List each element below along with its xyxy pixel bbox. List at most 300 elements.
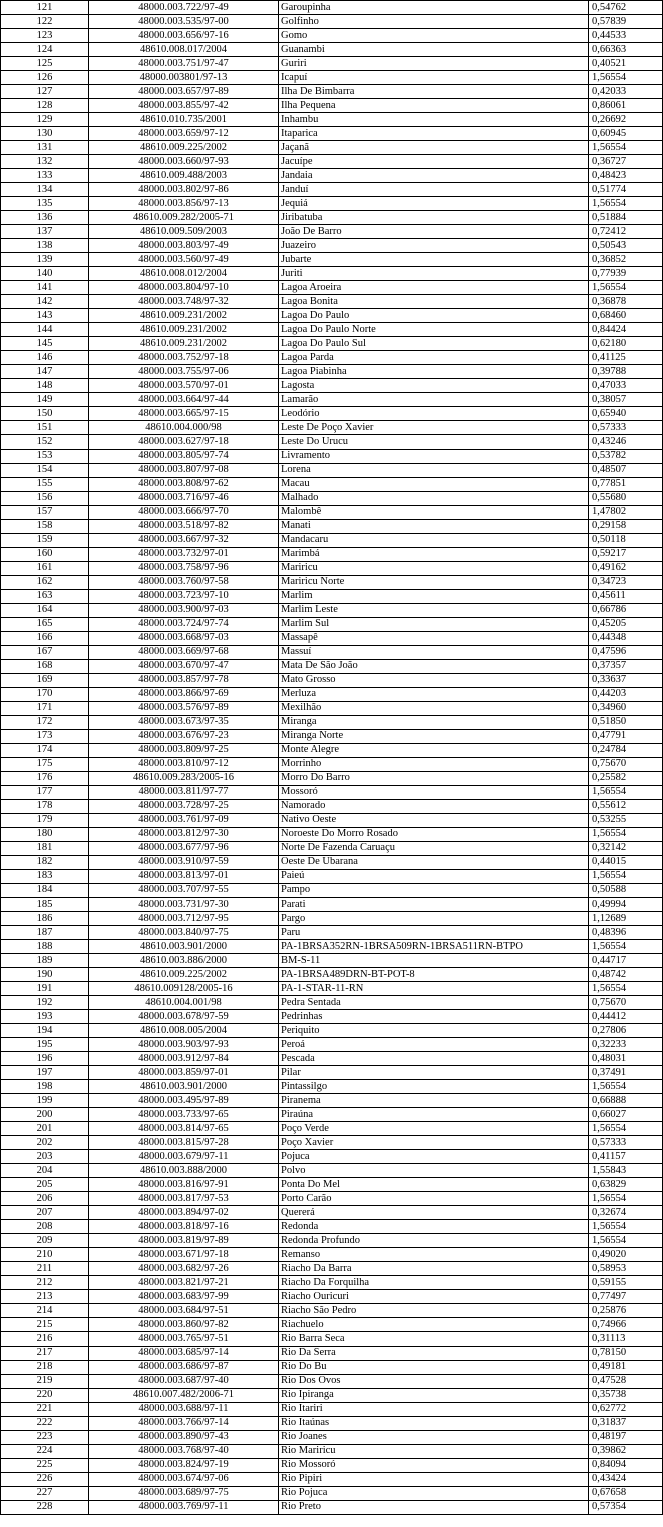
process-number-cell: 48610.007.482/2006-71 bbox=[89, 1388, 279, 1402]
row-number-cell: 144 bbox=[1, 323, 89, 337]
value-cell: 0,41125 bbox=[589, 351, 663, 365]
value-cell: 0,86061 bbox=[589, 99, 663, 113]
row-number-cell: 175 bbox=[1, 757, 89, 771]
field-name-cell: Poço Verde bbox=[279, 1122, 589, 1136]
table-row bbox=[1, 141, 663, 155]
table-row bbox=[1, 421, 663, 435]
row-number-cell: 217 bbox=[1, 1346, 89, 1360]
row-number-cell: 133 bbox=[1, 169, 89, 183]
field-name-cell: Lagoa Bonita bbox=[279, 295, 589, 309]
value-cell: 0,48423 bbox=[589, 169, 663, 183]
field-name-cell: Namorado bbox=[279, 799, 589, 813]
value-cell: 1,56554 bbox=[589, 827, 663, 841]
row-number-cell: 216 bbox=[1, 1332, 89, 1346]
row-number-cell: 132 bbox=[1, 155, 89, 169]
row-number-cell: 214 bbox=[1, 1304, 89, 1318]
process-number-cell: 48000.003.816/97-91 bbox=[89, 1178, 279, 1192]
table-row bbox=[1, 1052, 663, 1066]
row-number-cell: 128 bbox=[1, 99, 89, 113]
field-name-cell: Redonda Profundo bbox=[279, 1234, 589, 1248]
value-cell: 0,59217 bbox=[589, 547, 663, 561]
row-number-cell: 179 bbox=[1, 813, 89, 827]
value-cell: 0,35738 bbox=[589, 1388, 663, 1402]
field-name-cell: Pedrinhas bbox=[279, 1010, 589, 1024]
value-cell: 0,77939 bbox=[589, 267, 663, 281]
process-number-cell: 48000.003.807/97-08 bbox=[89, 463, 279, 477]
value-cell: 0,25582 bbox=[589, 771, 663, 785]
field-name-cell: Rio Barra Seca bbox=[279, 1332, 589, 1346]
row-number-cell: 136 bbox=[1, 211, 89, 225]
field-name-cell: Icapuí bbox=[279, 71, 589, 85]
table-row bbox=[1, 519, 663, 533]
field-name-cell: Rio Itariri bbox=[279, 1402, 589, 1416]
field-name-cell: Polvo bbox=[279, 1164, 589, 1178]
field-name-cell: Ilha De Bimbarra bbox=[279, 85, 589, 99]
value-cell: 0,42033 bbox=[589, 85, 663, 99]
field-name-cell: Pampo bbox=[279, 883, 589, 897]
table-row bbox=[1, 1486, 663, 1500]
value-cell: 0,78150 bbox=[589, 1346, 663, 1360]
row-number-cell: 198 bbox=[1, 1080, 89, 1094]
process-number-cell: 48000.003.673/97-35 bbox=[89, 715, 279, 729]
field-name-cell: Rio Pojuca bbox=[279, 1486, 589, 1500]
process-number-cell: 48610.010.735/2001 bbox=[89, 113, 279, 127]
value-cell: 1,56554 bbox=[589, 71, 663, 85]
value-cell: 0,67658 bbox=[589, 1486, 663, 1500]
value-cell: 0,57333 bbox=[589, 1136, 663, 1150]
process-number-cell: 48000.003.677/97-96 bbox=[89, 841, 279, 855]
row-number-cell: 162 bbox=[1, 575, 89, 589]
process-number-cell: 48000.003.674/97-06 bbox=[89, 1472, 279, 1486]
field-name-cell: Pescada bbox=[279, 1052, 589, 1066]
field-name-cell: Rio Ipiranga bbox=[279, 1388, 589, 1402]
table-row bbox=[1, 1234, 663, 1248]
row-number-cell: 124 bbox=[1, 43, 89, 57]
field-name-cell: Mandacaru bbox=[279, 533, 589, 547]
value-cell: 0,34723 bbox=[589, 575, 663, 589]
row-number-cell: 174 bbox=[1, 743, 89, 757]
field-name-cell: Lagoa Piabinha bbox=[279, 365, 589, 379]
table-row bbox=[1, 1080, 663, 1094]
field-name-cell: Lagosta bbox=[279, 379, 589, 393]
row-number-cell: 208 bbox=[1, 1220, 89, 1234]
value-cell: 0,65940 bbox=[589, 407, 663, 421]
table-row bbox=[1, 827, 663, 841]
row-number-cell: 213 bbox=[1, 1290, 89, 1304]
row-number-cell: 203 bbox=[1, 1150, 89, 1164]
value-cell: 0,36852 bbox=[589, 253, 663, 267]
process-number-cell: 48610.003.901/2000 bbox=[89, 1080, 279, 1094]
process-number-cell: 48000.003.723/97-10 bbox=[89, 589, 279, 603]
field-name-cell: Guanambi bbox=[279, 43, 589, 57]
process-number-cell: 48000.003.657/97-89 bbox=[89, 85, 279, 99]
process-number-cell: 48000.003.682/97-26 bbox=[89, 1262, 279, 1276]
row-number-cell: 194 bbox=[1, 1024, 89, 1038]
process-number-cell: 48610.009.225/2002 bbox=[89, 968, 279, 982]
value-cell: 1,56554 bbox=[589, 1234, 663, 1248]
value-cell: 0,47791 bbox=[589, 729, 663, 743]
field-name-cell: Pintassilgo bbox=[279, 1080, 589, 1094]
field-name-cell: Lorena bbox=[279, 463, 589, 477]
field-name-cell: Jiribatuba bbox=[279, 211, 589, 225]
table-row bbox=[1, 1416, 663, 1430]
table-row bbox=[1, 645, 663, 659]
field-name-cell: Paru bbox=[279, 926, 589, 940]
table-row bbox=[1, 813, 663, 827]
process-number-cell: 48610.009.488/2003 bbox=[89, 169, 279, 183]
table-row bbox=[1, 883, 663, 897]
process-number-cell: 48000.003.664/97-44 bbox=[89, 393, 279, 407]
table-row bbox=[1, 15, 663, 29]
value-cell: 1,56554 bbox=[589, 281, 663, 295]
value-cell: 1,56554 bbox=[589, 1220, 663, 1234]
table-row bbox=[1, 1108, 663, 1122]
field-name-cell: Golfinho bbox=[279, 15, 589, 29]
table-row bbox=[1, 533, 663, 547]
value-cell: 0,48031 bbox=[589, 1052, 663, 1066]
row-number-cell: 152 bbox=[1, 435, 89, 449]
table-row bbox=[1, 1262, 663, 1276]
table-row bbox=[1, 337, 663, 351]
table-row bbox=[1, 85, 663, 99]
row-number-cell: 205 bbox=[1, 1178, 89, 1192]
value-cell: 1,56554 bbox=[589, 1192, 663, 1206]
field-name-cell: PA-1-STAR-11-RN bbox=[279, 982, 589, 996]
table-row bbox=[1, 1276, 663, 1290]
field-name-cell: Parati bbox=[279, 898, 589, 912]
table-row bbox=[1, 1038, 663, 1052]
process-number-cell: 48000.003.856/97-13 bbox=[89, 197, 279, 211]
row-number-cell: 159 bbox=[1, 533, 89, 547]
table-row bbox=[1, 743, 663, 757]
process-number-cell: 48610.009.231/2002 bbox=[89, 323, 279, 337]
field-name-cell: Janduí bbox=[279, 183, 589, 197]
field-name-cell: Rio Mossoró bbox=[279, 1458, 589, 1472]
field-name-cell: PA-1BRSA352RN-1BRSA509RN-1BRSA511RN-BTPO bbox=[279, 940, 589, 954]
value-cell: 0,74966 bbox=[589, 1318, 663, 1332]
table-row bbox=[1, 505, 663, 519]
table-row bbox=[1, 982, 663, 996]
process-number-cell: 48000.003.755/97-06 bbox=[89, 365, 279, 379]
value-cell: 0,53782 bbox=[589, 449, 663, 463]
field-name-cell: PA-1BRSA489DRN-BT-POT-8 bbox=[279, 968, 589, 982]
value-cell: 0,43246 bbox=[589, 435, 663, 449]
table-row bbox=[1, 1374, 663, 1388]
process-number-cell: 48000.003.518/97-82 bbox=[89, 519, 279, 533]
value-cell: 1,56554 bbox=[589, 141, 663, 155]
process-number-cell: 48610.003.901/2000 bbox=[89, 940, 279, 954]
row-number-cell: 212 bbox=[1, 1276, 89, 1290]
value-cell: 0,77497 bbox=[589, 1290, 663, 1304]
row-number-cell: 219 bbox=[1, 1374, 89, 1388]
field-name-cell: Gomo bbox=[279, 29, 589, 43]
field-name-cell: Remanso bbox=[279, 1248, 589, 1262]
table-row bbox=[1, 1122, 663, 1136]
table-row bbox=[1, 351, 663, 365]
table-row bbox=[1, 869, 663, 883]
table-row bbox=[1, 785, 663, 799]
process-number-cell: 48000.003.656/97-16 bbox=[89, 29, 279, 43]
row-number-cell: 176 bbox=[1, 771, 89, 785]
table-row bbox=[1, 1332, 663, 1346]
process-number-cell: 48000.003.560/97-49 bbox=[89, 253, 279, 267]
table-row bbox=[1, 365, 663, 379]
field-name-cell: Rio Preto bbox=[279, 1500, 589, 1514]
table-row bbox=[1, 1248, 663, 1262]
value-cell: 0,66786 bbox=[589, 603, 663, 617]
process-number-cell: 48000.003.821/97-21 bbox=[89, 1276, 279, 1290]
process-number-cell: 48610.004.001/98 bbox=[89, 996, 279, 1010]
field-name-cell: Jaçanã bbox=[279, 141, 589, 155]
process-number-cell: 48000.003.818/97-16 bbox=[89, 1220, 279, 1234]
field-name-cell: Leste Do Urucu bbox=[279, 435, 589, 449]
table-row bbox=[1, 169, 663, 183]
table-row bbox=[1, 912, 663, 926]
process-number-cell: 48000.003.814/97-65 bbox=[89, 1122, 279, 1136]
row-number-cell: 199 bbox=[1, 1094, 89, 1108]
value-cell: 0,47033 bbox=[589, 379, 663, 393]
field-name-cell: Riachuelo bbox=[279, 1318, 589, 1332]
field-name-cell: Riacho Da Barra bbox=[279, 1262, 589, 1276]
field-name-cell: Pedra Sentada bbox=[279, 996, 589, 1010]
process-number-cell: 48000.003.667/97-32 bbox=[89, 533, 279, 547]
process-number-cell: 48610.009.509/2003 bbox=[89, 225, 279, 239]
value-cell: 1,56554 bbox=[589, 197, 663, 211]
table-row bbox=[1, 1318, 663, 1332]
process-number-cell: 48000.003.676/97-23 bbox=[89, 729, 279, 743]
row-number-cell: 158 bbox=[1, 519, 89, 533]
row-number-cell: 193 bbox=[1, 1010, 89, 1024]
field-name-cell: Marlim Sul bbox=[279, 617, 589, 631]
row-number-cell: 155 bbox=[1, 477, 89, 491]
field-name-cell: Miranga Norte bbox=[279, 729, 589, 743]
value-cell: 0,47528 bbox=[589, 1374, 663, 1388]
value-cell: 0,32233 bbox=[589, 1038, 663, 1052]
row-number-cell: 147 bbox=[1, 365, 89, 379]
field-name-cell: Juazeiro bbox=[279, 239, 589, 253]
table-row bbox=[1, 197, 663, 211]
value-cell: 0,36727 bbox=[589, 155, 663, 169]
table-row bbox=[1, 225, 663, 239]
table-row bbox=[1, 1346, 663, 1360]
value-cell: 0,37491 bbox=[589, 1066, 663, 1080]
value-cell: 0,49162 bbox=[589, 561, 663, 575]
process-number-cell: 48000.003.855/97-42 bbox=[89, 99, 279, 113]
table-row bbox=[1, 393, 663, 407]
process-number-cell: 48610.008.017/2004 bbox=[89, 43, 279, 57]
row-number-cell: 127 bbox=[1, 85, 89, 99]
table-row bbox=[1, 1304, 663, 1318]
process-number-cell: 48000.003.809/97-25 bbox=[89, 743, 279, 757]
process-number-cell: 48610.008.005/2004 bbox=[89, 1024, 279, 1038]
row-number-cell: 224 bbox=[1, 1444, 89, 1458]
field-name-cell: Lagoa Aroeira bbox=[279, 281, 589, 295]
process-number-cell: 48000.003.683/97-99 bbox=[89, 1290, 279, 1304]
row-number-cell: 142 bbox=[1, 295, 89, 309]
field-name-cell: Lagoa Do Paulo Sul bbox=[279, 337, 589, 351]
row-number-cell: 143 bbox=[1, 309, 89, 323]
row-number-cell: 182 bbox=[1, 855, 89, 869]
value-cell: 0,44412 bbox=[589, 1010, 663, 1024]
row-number-cell: 197 bbox=[1, 1066, 89, 1080]
field-name-cell: Malombê bbox=[279, 505, 589, 519]
row-number-cell: 137 bbox=[1, 225, 89, 239]
process-number-cell: 48000.003.576/97-89 bbox=[89, 701, 279, 715]
row-number-cell: 166 bbox=[1, 631, 89, 645]
row-number-cell: 228 bbox=[1, 1500, 89, 1514]
process-number-cell: 48610.003.888/2000 bbox=[89, 1164, 279, 1178]
row-number-cell: 177 bbox=[1, 785, 89, 799]
field-name-cell: Mato Grosso bbox=[279, 673, 589, 687]
process-number-cell: 48000.003.687/97-40 bbox=[89, 1374, 279, 1388]
process-number-cell: 48000.003.731/97-30 bbox=[89, 898, 279, 912]
process-number-cell: 48000.003.665/97-15 bbox=[89, 407, 279, 421]
field-name-cell: Inhambu bbox=[279, 113, 589, 127]
process-number-cell: 48000.003.716/97-46 bbox=[89, 491, 279, 505]
field-name-cell: Rio Mariricu bbox=[279, 1444, 589, 1458]
field-name-cell: Marlim Leste bbox=[279, 603, 589, 617]
row-number-cell: 187 bbox=[1, 926, 89, 940]
table-row bbox=[1, 211, 663, 225]
row-number-cell: 122 bbox=[1, 15, 89, 29]
row-number-cell: 146 bbox=[1, 351, 89, 365]
process-number-cell: 48610.009.282/2005-71 bbox=[89, 211, 279, 225]
field-name-cell: Rio Do Bu bbox=[279, 1360, 589, 1374]
value-cell: 0,55612 bbox=[589, 799, 663, 813]
field-name-cell: Pargo bbox=[279, 912, 589, 926]
row-number-cell: 195 bbox=[1, 1038, 89, 1052]
field-name-cell: Norte De Fazenda Caruaçu bbox=[279, 841, 589, 855]
value-cell: 0,54762 bbox=[589, 1, 663, 15]
process-number-cell: 48000.003.689/97-75 bbox=[89, 1486, 279, 1500]
table-row bbox=[1, 43, 663, 57]
table-row bbox=[1, 253, 663, 267]
table-row bbox=[1, 491, 663, 505]
row-number-cell: 139 bbox=[1, 253, 89, 267]
table-row bbox=[1, 477, 663, 491]
process-number-cell: 48000.003.685/97-14 bbox=[89, 1346, 279, 1360]
value-cell: 0,63829 bbox=[589, 1178, 663, 1192]
table-row bbox=[1, 323, 663, 337]
row-number-cell: 185 bbox=[1, 898, 89, 912]
process-number-cell: 48610.003.886/2000 bbox=[89, 954, 279, 968]
value-cell: 0,44203 bbox=[589, 687, 663, 701]
value-cell: 0,66888 bbox=[589, 1094, 663, 1108]
row-number-cell: 123 bbox=[1, 29, 89, 43]
process-number-cell: 48000.003.707/97-55 bbox=[89, 883, 279, 897]
value-cell: 1,56554 bbox=[589, 869, 663, 883]
field-name-cell: Rio Itaúnas bbox=[279, 1416, 589, 1430]
value-cell: 1,12689 bbox=[589, 912, 663, 926]
table-row bbox=[1, 267, 663, 281]
process-number-cell: 48000.003.669/97-68 bbox=[89, 645, 279, 659]
row-number-cell: 190 bbox=[1, 968, 89, 982]
row-number-cell: 164 bbox=[1, 603, 89, 617]
table-row bbox=[1, 757, 663, 771]
process-number-cell: 48000.003.890/97-43 bbox=[89, 1430, 279, 1444]
table-row bbox=[1, 1178, 663, 1192]
value-cell: 0,57839 bbox=[589, 15, 663, 29]
table-row bbox=[1, 799, 663, 813]
row-number-cell: 226 bbox=[1, 1472, 89, 1486]
process-number-cell: 48000.003.860/97-82 bbox=[89, 1318, 279, 1332]
field-name-cell: Morrinho bbox=[279, 757, 589, 771]
table-body bbox=[1, 1, 663, 1515]
process-number-cell: 48000.003.857/97-78 bbox=[89, 673, 279, 687]
value-cell: 0,26692 bbox=[589, 113, 663, 127]
value-cell: 0,75670 bbox=[589, 996, 663, 1010]
process-number-cell: 48000.003.894/97-02 bbox=[89, 1206, 279, 1220]
field-name-cell: Mariricu bbox=[279, 561, 589, 575]
table-row bbox=[1, 1206, 663, 1220]
process-number-cell: 48000.003.761/97-09 bbox=[89, 813, 279, 827]
value-cell: 1,56554 bbox=[589, 1122, 663, 1136]
row-number-cell: 130 bbox=[1, 127, 89, 141]
field-name-cell: Guriri bbox=[279, 57, 589, 71]
value-cell: 0,66363 bbox=[589, 43, 663, 57]
value-cell: 0,38057 bbox=[589, 393, 663, 407]
row-number-cell: 173 bbox=[1, 729, 89, 743]
value-cell: 0,57333 bbox=[589, 421, 663, 435]
process-number-cell: 48000.003.866/97-69 bbox=[89, 687, 279, 701]
table-row bbox=[1, 940, 663, 954]
field-name-cell: Ilha Pequena bbox=[279, 99, 589, 113]
table-row bbox=[1, 631, 663, 645]
table-row bbox=[1, 57, 663, 71]
value-cell: 0,58953 bbox=[589, 1262, 663, 1276]
process-number-cell: 48000.003.758/97-96 bbox=[89, 561, 279, 575]
field-name-cell: Livramento bbox=[279, 449, 589, 463]
row-number-cell: 227 bbox=[1, 1486, 89, 1500]
value-cell: 0,27806 bbox=[589, 1024, 663, 1038]
row-number-cell: 191 bbox=[1, 982, 89, 996]
field-name-cell: Lagoa Do Paulo Norte bbox=[279, 323, 589, 337]
table-row bbox=[1, 926, 663, 940]
row-number-cell: 192 bbox=[1, 996, 89, 1010]
value-cell: 0,57354 bbox=[589, 1500, 663, 1514]
table-row bbox=[1, 659, 663, 673]
field-name-cell: Paieú bbox=[279, 869, 589, 883]
field-name-cell: Rio Pipiri bbox=[279, 1472, 589, 1486]
value-cell: 0,84424 bbox=[589, 323, 663, 337]
field-name-cell: Marlim bbox=[279, 589, 589, 603]
field-name-cell: Jubarte bbox=[279, 253, 589, 267]
value-cell: 0,25876 bbox=[589, 1304, 663, 1318]
process-number-cell: 48000.003.802/97-86 bbox=[89, 183, 279, 197]
field-name-cell: Monte Alegre bbox=[279, 743, 589, 757]
table-row bbox=[1, 1500, 663, 1514]
value-cell: 0,41157 bbox=[589, 1150, 663, 1164]
table-row bbox=[1, 898, 663, 912]
field-name-cell: Lagoa Parda bbox=[279, 351, 589, 365]
value-cell: 0,36878 bbox=[589, 295, 663, 309]
field-name-cell: Mexilhão bbox=[279, 701, 589, 715]
row-number-cell: 211 bbox=[1, 1262, 89, 1276]
row-number-cell: 210 bbox=[1, 1248, 89, 1262]
table-row bbox=[1, 954, 663, 968]
value-cell: 0,40521 bbox=[589, 57, 663, 71]
value-cell: 0,32142 bbox=[589, 841, 663, 855]
field-name-cell: Jacuípe bbox=[279, 155, 589, 169]
process-number-cell: 48000.003.766/97-14 bbox=[89, 1416, 279, 1430]
table-row bbox=[1, 771, 663, 785]
table-row bbox=[1, 1458, 663, 1472]
field-name-cell: Mossoró bbox=[279, 785, 589, 799]
value-cell: 0,50588 bbox=[589, 883, 663, 897]
field-name-cell: Lagoa Do Paulo bbox=[279, 309, 589, 323]
field-name-cell: Piraúna bbox=[279, 1108, 589, 1122]
value-cell: 0,47596 bbox=[589, 645, 663, 659]
